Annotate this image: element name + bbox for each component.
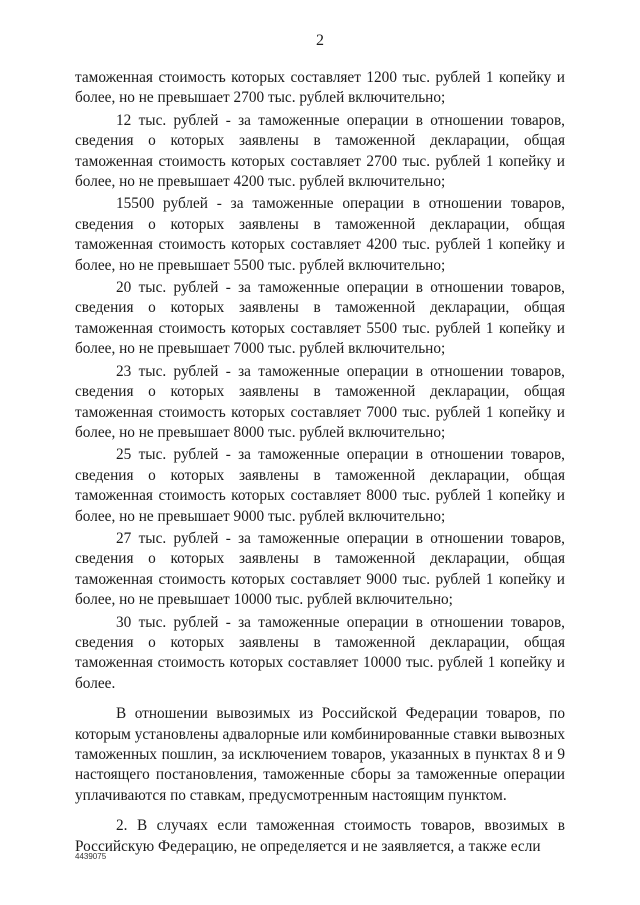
paragraph-rate-12k: 12 тыс. рублей - за таможенные операции в отношении товаров, сведения о которых заявлены в таможенной декларации, общая таможенная стоимость которых составляет 2700 тыс. рублей 1 копейку и более, но не превышает 4200 тыс. рублей включительно; [75, 111, 565, 191]
paragraph-rate-20k: 20 тыс. рублей - за таможенные операции в отношении товаров, сведения о которых заявлены в таможенной декларации, общая таможенная стоимость которых составляет 5500 тыс. рублей 1 копейку и более, но не превышает 7000 тыс. рублей включительно; [75, 279, 565, 358]
paragraph-section-2: 2. В случаях если таможенная стоимость товаров, ввозимых в Российскую Федерацию, не определяется и не заявляется, а также если [75, 817, 565, 855]
paragraph-rate-23k: 23 тыс. рублей - за таможенные операции в отношении товаров, сведения о которых заявлены в таможенной декларации, общая таможенная стоимость которых составляет 7000 тыс. рублей 1 копейку и более, но не превышает 8000 тыс. рублей включительно; [75, 362, 565, 441]
document-code: 4439075 [75, 852, 107, 861]
paragraph-rate-25k: 25 тыс. рублей - за таможенные операции в отношении товаров, сведения о которых заявлены в таможенной декларации, общая таможенная стоимость которых составляет 8000 тыс. рублей 1 копейку и более, но не превышает 9000 тыс. рублей включительно; [75, 446, 565, 525]
paragraph-rate-30k: 30 тыс. рублей - за таможенные операции в отношении товаров, сведения о которых заявлены в таможенной декларации, общая таможенная стоимость которых составляет 10000 тыс. рублей 1 копейку и более. [75, 613, 565, 692]
paragraph-continuation: таможенная стоимость которых составляет 1200 тыс. рублей 1 копейку и более, но не превышает 2700 тыс. рублей включительно; [75, 69, 565, 107]
document-body [75, 68, 565, 857]
paragraph-rate-27k: 27 тыс. рублей - за таможенные операции в отношении товаров, сведения о которых заявлены в таможенной декларации, общая таможенная стоимость которых составляет 9000 тыс. рублей 1 копейку и более, но не превышает 10000 тыс. рублей включительно; [75, 529, 565, 609]
page-number: 2 [316, 32, 324, 49]
paragraph-export-goods: В отношении вывозимых из Российской Федерации товаров, по которым установлены адвалорные или комбинированные ставки вывозных таможенных пошлин, за исключением товаров, указанных в пунктах 8 и 9 настоящего постановления, таможенные сборы за таможенные операции уплачиваются по ставкам, предусмотренным настоящим пунктом. [75, 705, 565, 804]
paragraph-rate-15500: 15500 рублей - за таможенные операции в отношении товаров, сведения о которых заявлены в таможенной декларации, общая таможенная стоимость которых составляет 4200 тыс. рублей 1 копейку и более, но не превышает 5500 тыс. рублей включительно; [75, 195, 565, 274]
